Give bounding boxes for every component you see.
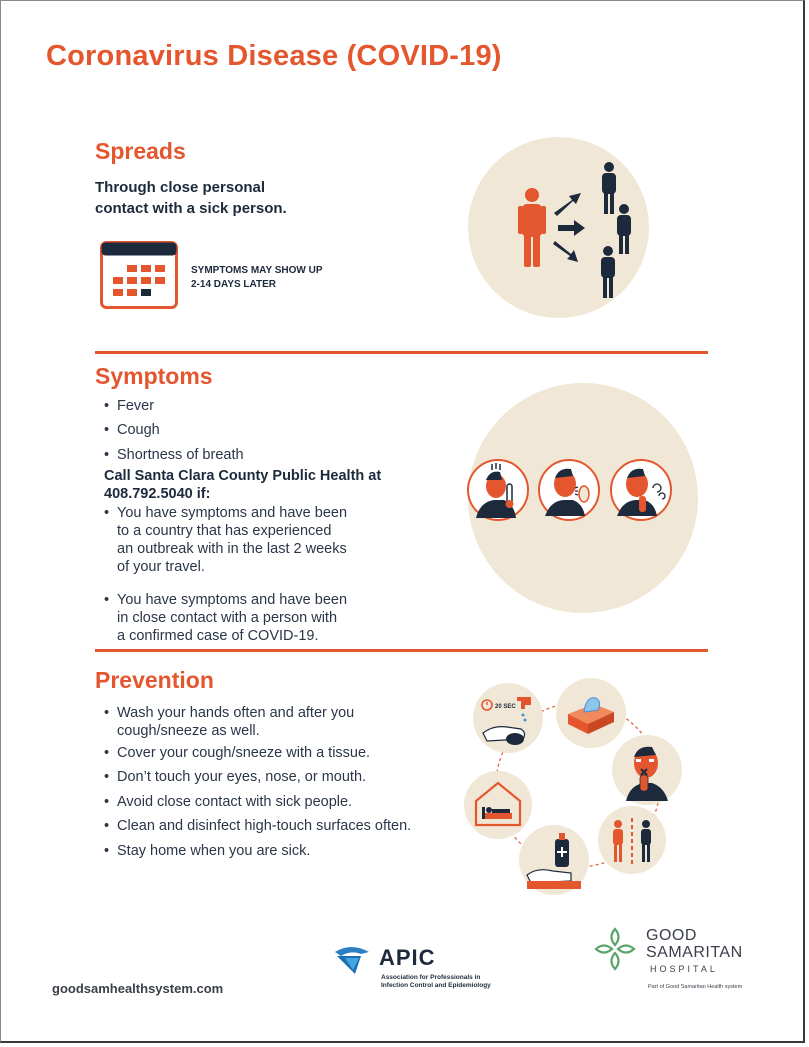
prevention-item-cover-cough: • Cover your cough/sneeze with a tissue. bbox=[104, 745, 371, 761]
gs-line1: GOOD bbox=[646, 927, 697, 944]
spreads-text-line2: contact with a sick person. bbox=[95, 200, 287, 217]
symptom-item-fever: • Fever bbox=[104, 398, 155, 414]
page-title: Coronavirus Disease (COVID-19) bbox=[46, 40, 502, 72]
website-url[interactable]: goodsamhealthsystem.com bbox=[52, 981, 224, 996]
symptoms-delay-line2: 2-14 DAYS LATER bbox=[191, 279, 277, 290]
symptoms-delay-line1: SYMPTOMS MAY SHOW UP bbox=[191, 265, 323, 276]
call-health-line2: 408.792.5040 if: bbox=[104, 486, 211, 502]
prevention-item-avoid-contact: • Avoid close contact with sick people. bbox=[104, 794, 353, 810]
symptom-item-cough: • Cough bbox=[104, 422, 160, 438]
good-samaritan-logo-icon bbox=[594, 927, 636, 971]
social-distance-icon bbox=[598, 806, 666, 874]
spreads-text-line1: Through close personal bbox=[95, 179, 266, 196]
gs-hospital-label: HOSPITAL bbox=[650, 964, 718, 974]
symptom-item-breath: • Shortness of breath bbox=[104, 447, 244, 463]
section-divider-1 bbox=[95, 351, 708, 354]
condition-travel: • You have symptoms and have been to a country that has experienced an outbreak with in the last 2 weeks of your travel. bbox=[104, 505, 348, 575]
gs-part-of: Part of Good Samaritan Health system bbox=[648, 984, 743, 990]
call-health-line1: Call Santa Clara County Public Health at bbox=[104, 468, 382, 484]
prevention-item-wash-hands: • Wash your hands often and after you cough/sneeze as well. bbox=[104, 705, 355, 739]
prevention-heading: Prevention bbox=[95, 667, 214, 693]
prevention-item-stay-home: • Stay home when you are sick. bbox=[104, 843, 311, 859]
spreads-text bbox=[95, 177, 287, 219]
symptoms-heading: Symptoms bbox=[95, 363, 213, 389]
apic-subtitle: Association for Professionals in Infection Control and Epidemiology bbox=[381, 974, 491, 989]
condition-contact: • You have symptoms and have been in close contact with a person with a confirmed case of COVID-19. bbox=[104, 592, 348, 644]
disinfect-surface-icon bbox=[519, 825, 589, 895]
apic-logo-icon bbox=[331, 944, 373, 978]
no-face-touch-icon bbox=[612, 735, 682, 805]
hand-washing-icon bbox=[473, 683, 543, 753]
section-divider-2 bbox=[95, 649, 708, 652]
timer-label: 20 SEC bbox=[495, 704, 516, 710]
prevention-item-dont-touch: • Don’t touch your eyes, nose, or mouth. bbox=[104, 769, 367, 785]
cough-icon bbox=[537, 458, 601, 522]
fever-icon bbox=[466, 458, 530, 522]
spreads-heading: Spreads bbox=[95, 138, 186, 164]
shortness-of-breath-icon bbox=[609, 458, 673, 522]
call-health-dept bbox=[104, 467, 381, 503]
gs-line2: SAMARITAN bbox=[646, 944, 743, 961]
symptoms-delay-note bbox=[191, 264, 323, 292]
calendar-icon bbox=[100, 241, 178, 309]
prevention-item-clean: • Clean and disinfect high-touch surfaces often. bbox=[104, 818, 412, 834]
good-samaritan-wordmark bbox=[646, 927, 743, 961]
person-spreading-icon bbox=[468, 137, 649, 318]
apic-wordmark: APIC bbox=[379, 945, 436, 970]
